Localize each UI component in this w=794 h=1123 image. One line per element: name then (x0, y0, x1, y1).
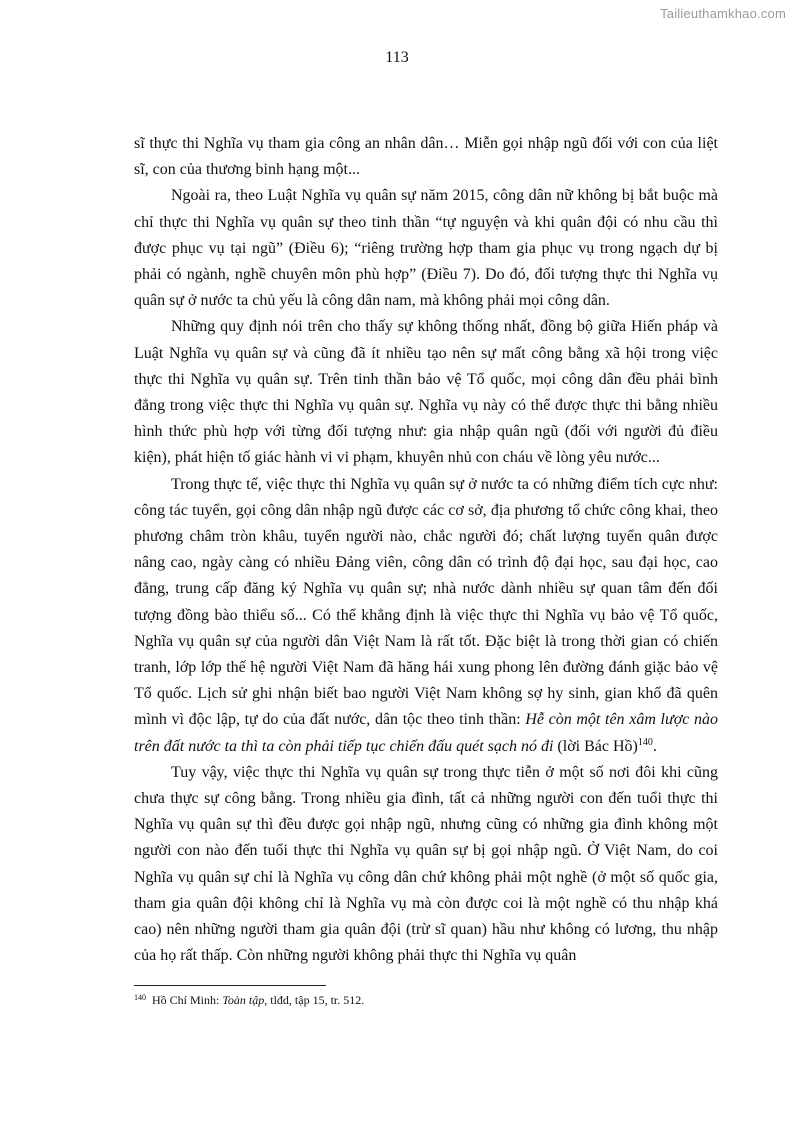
paragraph (134, 472, 718, 760)
quote-attribution: (lời Bác Hồ) (553, 737, 638, 755)
paragraph-text: Trong thực tế, việc thực thi Nghĩa vụ quân sự ở nước ta có những điểm tích cực như: công tác tuyển, gọi công dân nhập ngũ được các cơ sở, địa phương tổ chức công khai, theo phương châm tròn khâu, tuyển người nào, chắc người đó; chất lượng tuyển quân được nâng cao, ngày càng có nhiều Đảng viên, công dân có trình độ đại học, sau đại học, cao đẳng, trung cấp đăng ký Nghĩa vụ quân sự; nhà nước dành nhiều sự quan tâm đến đối tượng đồng bào thiểu số... Có thể khẳng định là việc thực thi Nghĩa vụ bảo vệ Tổ quốc, Nghĩa vụ quân sự của người dân Việt Nam là rất tốt. Đặc biệt là trong thời gian có chiến tranh, lớp lớp thế hệ người Việt Nam đã hăng hái xung phong lên đường đánh giặc bảo vệ Tổ quốc. Lịch sử ghi nhận biết bao người Việt Nam không sợ hy sinh, gian khổ đã quên mình vì độc lập, tự do của đất nước, dân tộc theo tinh thần: (134, 475, 718, 729)
footnote-author: Hồ Chí Minh: (152, 993, 223, 1007)
footnote (134, 992, 718, 1008)
paragraph: Tuy vậy, việc thực thi Nghĩa vụ quân sự trong thực tiễn ở một số nơi đôi khi cũng chưa thực sự công bằng. Trong nhiều gia đình, tất cả những người con đến tuổi thực thi Nghĩa vụ quân sự thì đều được gọi nhập ngũ, nhưng cũng có những gia đình không một người con nào đến tuổi thực thi Nghĩa vụ quân sự bị gọi nhập ngũ. Ở Việt Nam, do coi Nghĩa vụ quân sự chỉ là Nghĩa vụ công dân chứ không phải một nghề (ở một số quốc gia, tham gia quân đội không chỉ là Nghĩa vụ mà còn được coi là một nghề có thu nhập khá cao) nên những người tham gia quân đội (trừ sĩ quan) hầu như không có lương, thu nhập của họ rất thấp. Còn những người không phải thực thi Nghĩa vụ quân (134, 763, 718, 965)
footnote-number: 140 (134, 993, 146, 1002)
footnote-details: , tlđd, tập 15, tr. 512. (264, 993, 365, 1007)
footnote-divider (134, 985, 326, 986)
sentence-end: . (652, 737, 657, 755)
page-number: 113 (385, 49, 409, 66)
footnote-title: Toàn tập (222, 993, 265, 1007)
paragraph: Ngoài ra, theo Luật Nghĩa vụ quân sự năm 2015, công dân nữ không bị bắt buộc mà chỉ thực thi Nghĩa vụ quân sự theo tinh thần “tự nguyện và khi quân đội có nhu cầu thì được phục vụ tại ngũ” (Điều 6); “riêng trường hợp tham gia phục vụ trong ngạch dự bị phải có ngành, nghề chuyên môn phù hợp” (Điều 7). Do đó, đối tượng thực thi Nghĩa vụ quân sự ở nước ta chủ yếu là công dân nam, mà không phải mọi công dân. (134, 187, 718, 310)
paragraph-continued: sĩ thực thi Nghĩa vụ tham gia công an nhân dân… Miễn gọi nhập ngũ đối với con của liệt sĩ, con của thương binh hạng một... (134, 135, 718, 179)
body-text (134, 131, 718, 970)
watermark: Tailieuthamkhao.com (660, 6, 786, 21)
quote-text: Hễ còn một tên xâm lược nào trên đất nước ta thì ta còn phải tiếp tục chiến đấu quét sạch nó đi (134, 711, 718, 755)
footnote-reference[interactable]: 140 (637, 736, 653, 748)
paragraph: Những quy định nói trên cho thấy sự không thống nhất, đồng bộ giữa Hiến pháp và Luật Nghĩa vụ quân sự và cũng đã ít nhiều tạo nên sự mất công bằng xã hội trong việc thực thi Nghĩa vụ quân sự. Trên tinh thần bảo vệ Tổ quốc, mọi công dân đều phải bình đẳng trong việc thực thi Nghĩa vụ quân sự. Nghĩa vụ này có thể được thực thi bằng nhiều hình thức phù hợp với từng đối tượng như: gia nhập quân ngũ (đối với người đủ điều kiện), phát hiện tố giác hành vi vi phạm, khuyên nhủ con cháu về lòng yêu nước... (134, 318, 718, 467)
